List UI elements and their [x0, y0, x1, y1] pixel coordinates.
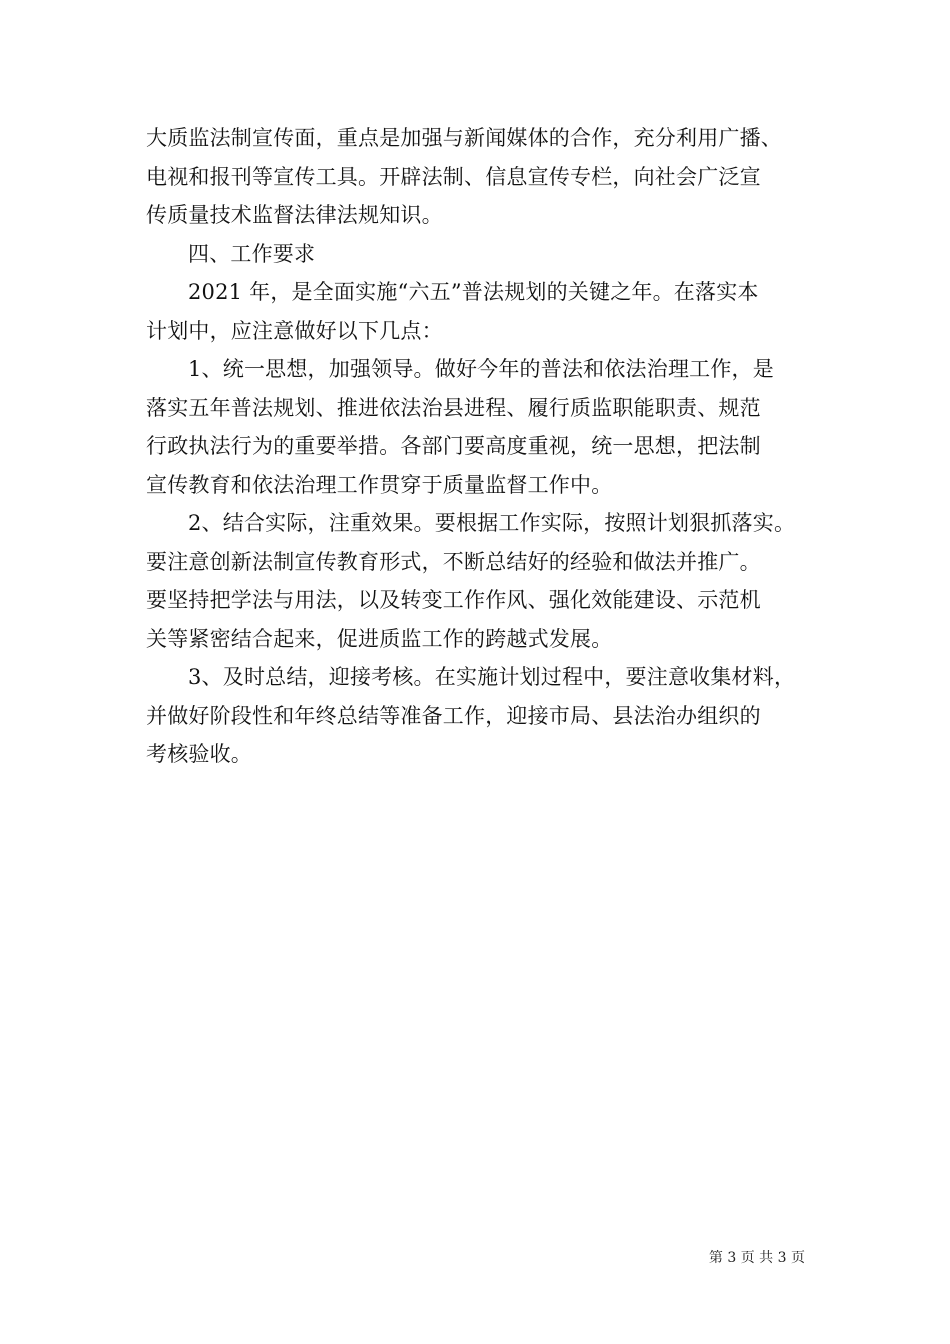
- text-line: 落实五年普法规划、推进依法治县进程、履行质监职能职责、规范: [146, 395, 761, 420]
- text-line: 要注意创新法制宣传教育形式，不断总结好的经验和做法并推广。: [146, 549, 761, 574]
- text-line: 2021 年，是全面实施“六五”普法规划的关键之年。在落实本: [188, 280, 759, 304]
- text-line: 大质监法制宣传面，重点是加强与新闻媒体的合作，充分利用广播、: [146, 126, 782, 150]
- text-line: 考核验收。: [146, 742, 252, 766]
- text-line: 宣传教育和依法治理工作贯穿于质量监督工作中。: [146, 472, 613, 497]
- section-heading: 四、工作要求: [188, 241, 316, 266]
- text-line: 1、统一思想，加强领导。做好今年的普法和依法治理工作，是: [188, 357, 774, 381]
- text-line: 电视和报刊等宣传工具。开辟法制、信息宣传专栏，向社会广泛宣: [146, 164, 761, 189]
- text-line: 计划中，应注意做好以下几点：: [146, 318, 443, 343]
- document-body: [146, 119, 826, 774]
- text-line: 传质量技术监督法律法规知识。: [146, 203, 443, 227]
- text-line: 要坚持把学法与用法，以及转变工作作风、强化效能建设、示范机: [146, 588, 761, 612]
- text-line: 3、及时总结，迎接考核。在实施计划过程中，要注意收集材料，: [188, 665, 796, 689]
- text-line: 并做好阶段性和年终总结等准备工作，迎接市局、县法治办组织的: [146, 703, 761, 728]
- text-line: 行政执法行为的重要举措。各部门要高度重视，统一思想，把法制: [146, 434, 761, 458]
- page-number: 第 3 页 共 3 页: [708, 1250, 805, 1266]
- text-line: 关等紧密结合起来，促进质监工作的跨越式发展。: [146, 626, 613, 651]
- text-line: 2、结合实际，注重效果。要根据工作实际，按照计划狠抓落实。: [188, 511, 796, 535]
